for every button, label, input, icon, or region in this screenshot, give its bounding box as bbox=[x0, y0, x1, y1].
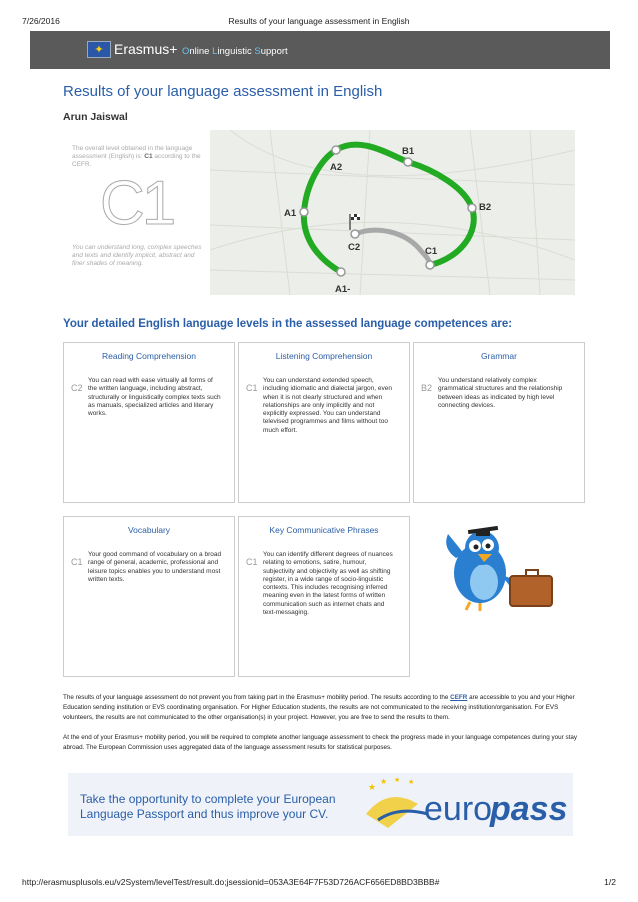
europass-banner[interactable] bbox=[68, 773, 573, 836]
competence-text: You can identify different degrees of nuances relating to emotions, satire, humour, subjectivity and objectivity as well as shifting register, in a wide range of socio-linguistic contexts. This includes recognising inferred meaning even in the latest forms of written communication such as internet chats and text-messaging. bbox=[263, 551, 393, 617]
marker-c2 bbox=[351, 230, 359, 238]
overall-level-big: C1 bbox=[100, 169, 174, 238]
competence-level: B2 bbox=[421, 383, 433, 393]
marker-a1minus bbox=[337, 268, 345, 276]
eu-flag-icon: ✦ bbox=[87, 41, 111, 58]
label-a1minus: A1- bbox=[335, 284, 351, 295]
overall-level-text: The overall level obtained in the language assessment (English) is: C1 according to the CEFR. bbox=[72, 145, 201, 168]
erasmus-logo[interactable]: Erasmus+ bbox=[114, 41, 178, 57]
europass-message[interactable]: Take the opportunity to complete your European Language Passport and thus improve your CV. bbox=[80, 792, 336, 821]
competences-heading: Your detailed English language levels in the assessed language competences are: bbox=[63, 318, 513, 330]
level-map bbox=[210, 130, 575, 295]
competence-level: C1 bbox=[246, 383, 258, 393]
print-url: http://erasmusplusols.eu/v2System/levelTest/result.do;jsessionid=053A3E64F7F53D726ACF656ED8BD3BBB# bbox=[22, 877, 440, 887]
europass-logo[interactable] bbox=[358, 776, 568, 834]
end-assessment-paragraph: At the end of your Erasmus+ mobility period, you will be required to complete another language assessment to check the progress made in your language competences during your stay abroad. The European Commission uses aggregated data of the language assessment results for statistical purposes. bbox=[63, 734, 578, 751]
competence-title: Reading Comprehension bbox=[101, 351, 197, 361]
svg-text:★: ★ bbox=[380, 777, 388, 786]
results-paragraph: The results of your language assessment do not prevent you from taking part in the Erasmus+ mobility period. The results according to the CEFR are accessible to you and your Higher Education sending institution or EVS coordinating organisation. For Higher Education students, the results are not communicated to the receiving institution/organisation. For EVS volunteers, the results are not communicated to the other organisation(s) in your project. However, you are free to send the results to them. bbox=[63, 694, 575, 721]
page-title: Results of your language assessment in English bbox=[63, 83, 383, 100]
marker-a1 bbox=[300, 208, 308, 216]
competence-card-vocabulary bbox=[63, 516, 235, 677]
competence-title: Key Communicative Phrases bbox=[269, 525, 379, 535]
competence-level: C1 bbox=[246, 557, 258, 567]
page-number: 1/2 bbox=[604, 877, 616, 887]
competence-card-listening bbox=[238, 342, 410, 503]
overall-level-description: You can understand long, complex speeches and texts and identify implicit, abstract and finer shades of meaning. bbox=[72, 244, 202, 267]
label-a1: A1 bbox=[284, 208, 297, 219]
competence-text: You can understand extended speech, including idiomatic and dialectal jargon, even when it is not clearly structured and when relationships are only implicitly and not explicitly expressed. You can understand televised programmes and films without too much effort. bbox=[263, 377, 392, 434]
marker-b1 bbox=[404, 158, 412, 166]
competence-card-reading bbox=[63, 342, 235, 503]
print-title: Results of your language assessment in English bbox=[228, 16, 410, 26]
competence-title: Vocabulary bbox=[127, 525, 171, 535]
competence-card-key-phrases bbox=[238, 516, 410, 677]
level-map-graphic bbox=[210, 130, 575, 295]
competence-title: Listening Comprehension bbox=[275, 351, 373, 361]
marker-c1 bbox=[426, 261, 434, 269]
marker-a2 bbox=[332, 146, 340, 154]
print-header bbox=[22, 16, 616, 28]
finish-flag-icon bbox=[350, 214, 360, 230]
label-c2: C2 bbox=[348, 242, 361, 253]
svg-text:pass: pass bbox=[490, 790, 568, 828]
competence-text: You can read with ease virtually all forms of the written language, including abstract, structurally or linguistically complex texts such as manuals, specialized articles and literary works. bbox=[88, 377, 221, 418]
svg-text:★: ★ bbox=[408, 779, 415, 786]
competence-card-grammar bbox=[413, 342, 585, 503]
print-date: 7/26/2016 bbox=[22, 16, 60, 26]
competence-text: You understand relatively complex grammatical structures and the relationship between ideas as indicated by high level connecting devices. bbox=[438, 377, 563, 409]
mascot-bird-icon bbox=[440, 518, 560, 613]
label-b1: B1 bbox=[402, 146, 415, 157]
cefr-link[interactable]: CEFR bbox=[450, 694, 468, 701]
site-banner bbox=[30, 31, 610, 69]
stars-icon bbox=[368, 776, 414, 792]
competence-title: Grammar bbox=[481, 351, 517, 361]
level-route bbox=[355, 230, 430, 265]
label-a2: A2 bbox=[330, 162, 343, 173]
ols-logo[interactable]: Online Linguistic Support bbox=[182, 46, 288, 57]
svg-text:★: ★ bbox=[394, 777, 401, 784]
marker-b2 bbox=[468, 204, 476, 212]
user-name: Arun Jaiswal bbox=[63, 111, 128, 123]
competence-text: Your good command of vocabulary on a broad range of general, academic, professional and leisure topics enables you to understand most written texts. bbox=[88, 551, 222, 583]
svg-text:★: ★ bbox=[368, 782, 377, 792]
competence-level: C2 bbox=[71, 383, 83, 393]
label-b2: B2 bbox=[479, 202, 492, 213]
label-c1: C1 bbox=[425, 246, 438, 257]
svg-text:euro: euro bbox=[424, 790, 493, 828]
competence-level: C1 bbox=[71, 557, 83, 567]
print-footer bbox=[22, 877, 616, 887]
